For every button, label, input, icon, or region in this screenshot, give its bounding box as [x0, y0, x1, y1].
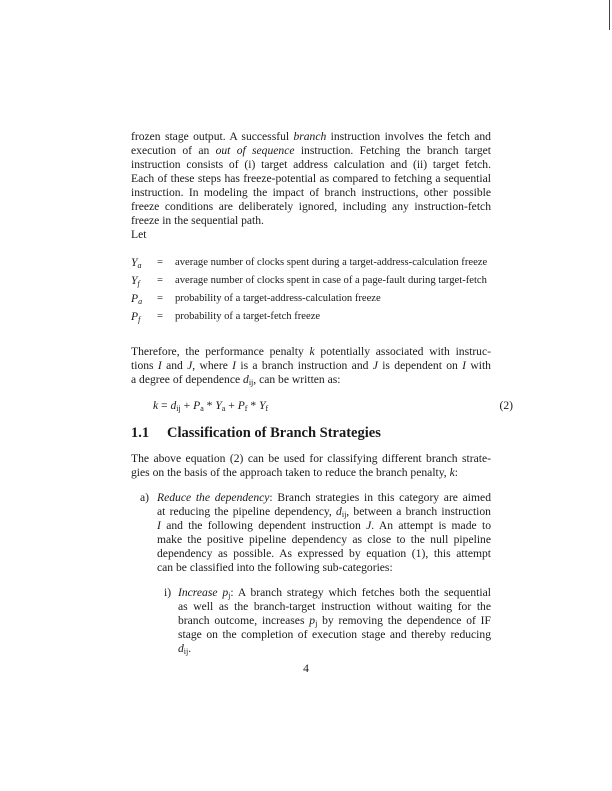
text-line — [157, 547, 491, 561]
italic-text: k — [153, 399, 159, 412]
text-run: freeze in the sequential path. — [131, 214, 264, 227]
definition-text: average number of clocks spent during a target-address-calculation freeze — [175, 257, 488, 268]
page-number: 4 — [303, 662, 309, 675]
symbol-base: P — [131, 292, 139, 305]
text-line — [157, 505, 491, 519]
text-run: . An attempt is made to — [371, 519, 491, 532]
symbol-base: Y — [131, 256, 138, 269]
text-run: , where — [192, 359, 233, 372]
page-edge-rule — [609, 0, 610, 30]
text-run: , between a branch instruction — [346, 505, 491, 518]
text-line — [131, 466, 491, 480]
text-line — [178, 600, 491, 614]
text-line — [131, 345, 491, 359]
definition-symbol — [131, 308, 157, 326]
text-run: frozen stage output. A successful — [131, 130, 294, 143]
italic-text: I — [157, 519, 161, 532]
text-run: and — [161, 359, 188, 372]
italic-text: I — [462, 359, 467, 372]
text-run: by removing the dependence of IF — [317, 614, 491, 627]
italic-text: k — [449, 466, 455, 479]
item-a-text — [157, 491, 491, 575]
text-line — [178, 614, 491, 628]
text-line — [131, 228, 491, 242]
definition-row — [131, 272, 501, 290]
text-run: freeze conditions are deliberately ignored, including any instruction-fetch — [131, 200, 491, 213]
section-heading — [131, 424, 491, 442]
paragraph-intro — [131, 130, 491, 242]
text-line — [131, 452, 491, 466]
text-line — [131, 130, 491, 144]
text-line — [157, 519, 491, 533]
definition-row — [131, 308, 501, 326]
section-title: Classification of Branch Strategies — [167, 425, 381, 441]
text-run: is a branch instruction and — [236, 359, 373, 372]
italic-text: branch — [293, 130, 327, 143]
symbol-subscript: f — [137, 279, 140, 288]
text-run: at reducing the pipeline dependency, — [157, 505, 337, 518]
text-run: as well as the branch-target instruction without waiting for the — [178, 600, 491, 613]
text-run: potentially associated with instruc- — [314, 345, 491, 358]
math-subscript: ij — [341, 510, 347, 519]
text-line — [131, 373, 491, 387]
symbol-base: P — [131, 310, 139, 323]
text-run: + — [225, 399, 238, 412]
italic-text: d — [336, 505, 342, 518]
text-run: = — [158, 399, 171, 412]
italic-text: Reduce the dependency — [157, 491, 270, 504]
text-run: Therefore, the performance penalty — [131, 345, 310, 358]
text-line — [178, 642, 491, 656]
text-run: make the positive pipeline dependency as close to the null pipeline — [157, 533, 491, 546]
text-run: * — [247, 399, 260, 412]
math-subscript: f — [244, 404, 248, 413]
math-subscript: ij — [248, 378, 254, 387]
text-line — [131, 186, 491, 200]
text-run: instruction consists of (i) target address calculation and (ii) target fetch. — [131, 158, 491, 171]
italic-text: d — [243, 373, 249, 386]
equals-sign: = — [157, 293, 163, 304]
text-run: tions — [131, 359, 158, 372]
math-subscript: f — [265, 404, 269, 413]
text-run: : Branch strategies in this category are aimed — [269, 491, 491, 504]
text-run: a degree of dependence — [131, 373, 244, 386]
definition-text: probability of a target-address-calculation freeze — [175, 293, 381, 304]
equation-2 — [131, 399, 513, 416]
symbol-subscript: f — [138, 315, 141, 324]
definition-text: average number of clocks spent in case of a page-fault during target-fetch — [175, 275, 487, 286]
text-run: stage on the completion of execution stage and thereby reducing — [178, 628, 491, 641]
symbol-subscript: a — [137, 261, 142, 270]
math-subscript: ij — [183, 647, 189, 656]
paragraph-penalty — [131, 345, 491, 387]
text-run: instruction. In modeling the impact of branch instructions, other possible — [131, 186, 491, 199]
equals-sign: = — [157, 257, 163, 268]
math-subscript: ij — [176, 404, 181, 413]
equals-sign: = — [157, 275, 163, 286]
equation-expression — [153, 399, 268, 416]
definition-row — [131, 290, 501, 308]
text-line — [131, 158, 491, 172]
italic-text: Y — [259, 399, 266, 412]
math-subscript: a — [200, 404, 204, 413]
item-i-text — [178, 586, 491, 656]
text-line — [131, 214, 491, 228]
item-i-label: i) — [164, 586, 172, 599]
italic-text: d — [170, 399, 177, 412]
definition-symbol — [131, 254, 157, 272]
italic-text: p — [309, 614, 316, 627]
text-run: * — [203, 399, 216, 412]
definitions-list — [131, 254, 501, 326]
text-line — [157, 491, 491, 505]
text-run: and the following dependent instruction — [160, 519, 367, 532]
math-subscript: a — [221, 404, 226, 413]
italic-text: J — [372, 359, 378, 372]
text-run: instruction involves the fetch and — [326, 130, 491, 143]
text-run: instruction. Fetching the branch target — [294, 144, 491, 157]
equals-sign: = — [157, 311, 163, 322]
text-line — [131, 200, 491, 214]
italic-text: out of sequence — [215, 144, 295, 157]
text-line — [131, 172, 491, 186]
text-run: can be classified into the following sub-categories: — [157, 561, 393, 574]
definition-symbol — [131, 272, 157, 290]
text-line — [131, 144, 491, 158]
text-run: Each of these steps has freeze-potential as compared to fetching a sequential — [131, 172, 491, 185]
equation-number: (2) — [499, 399, 513, 412]
italic-text: Y — [215, 399, 222, 412]
italic-text: P — [237, 399, 245, 412]
italic-text: I — [232, 359, 237, 372]
text-run: : — [454, 466, 458, 479]
section-number: 1.1 — [131, 425, 150, 441]
text-line — [131, 359, 491, 373]
paragraph-classification — [131, 452, 491, 480]
text-run: , can be written as: — [253, 373, 341, 386]
symbol-base: Y — [131, 274, 138, 287]
text-line — [178, 628, 491, 642]
text-run: The above equation (2) can be used for classifying different branch strate- — [131, 452, 491, 465]
text-run: is dependent on — [377, 359, 463, 372]
italic-text: k — [309, 345, 315, 358]
text-run: with — [466, 359, 491, 372]
italic-text: J — [366, 519, 372, 532]
text-run: . — [188, 642, 192, 655]
math-subscript: j — [228, 591, 231, 600]
text-line — [157, 561, 491, 575]
definition-row — [131, 254, 501, 272]
text-run: execution of an — [131, 144, 216, 157]
italic-text: P — [193, 399, 201, 412]
text-run: branch outcome, increases — [178, 614, 310, 627]
text-run: + — [180, 399, 194, 412]
math-subscript: j — [315, 619, 318, 628]
definition-symbol — [131, 290, 157, 308]
text-line — [178, 586, 491, 600]
italic-text: d — [178, 642, 184, 655]
italic-text: Increase p — [178, 586, 229, 599]
italic-text: J — [187, 359, 193, 372]
text-run: Let — [131, 228, 147, 241]
item-a-label: a) — [140, 491, 150, 504]
definition-text: probability of a target-fetch freeze — [175, 311, 321, 322]
text-line — [157, 533, 491, 547]
text-run: : A branch strategy which fetches both the sequential — [230, 586, 491, 599]
symbol-subscript: a — [138, 297, 143, 306]
text-run: dependency as possible. As expressed by equation (1), this attempt — [157, 547, 491, 560]
italic-text: I — [157, 359, 162, 372]
text-run: gies on the basis of the approach taken to reduce the branch penalty, — [131, 466, 450, 479]
